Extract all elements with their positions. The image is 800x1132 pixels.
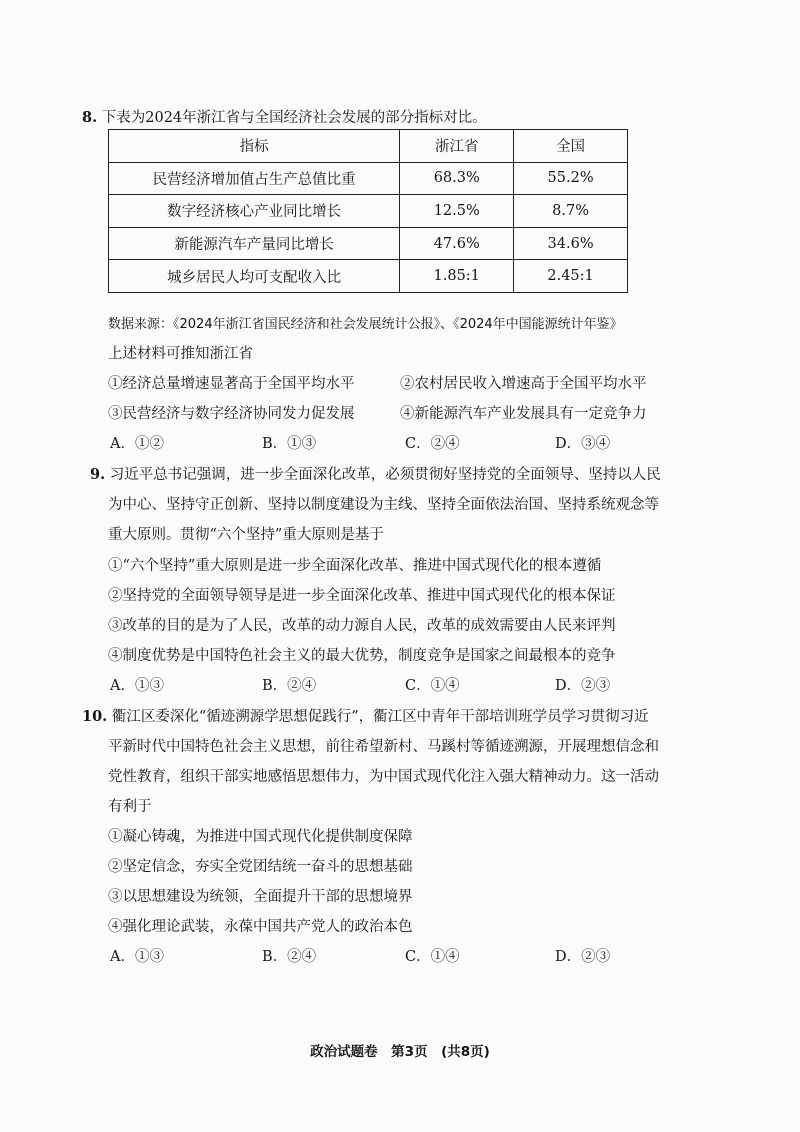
q9-statement-4: ④制度优势是中国特色社会主义的最大优势，制度竞争是国家之间最根本的竞争: [108, 648, 616, 664]
table-cell: 新能源汽车产量同比增长: [109, 227, 400, 260]
q10-number: 10.: [82, 708, 108, 725]
table-header-cell: 全国: [514, 130, 628, 163]
table-cell: 数字经济核心产业同比增长: [109, 195, 400, 228]
q8-option-b[interactable]: B．①③: [262, 436, 317, 452]
q8-statement-2: ②农村居民收入增速高于全国平均水平: [400, 376, 647, 392]
table-cell: 民营经济增加值占生产总值比重: [109, 162, 400, 195]
q8-data-source: 数据来源：《2024年浙江省国民经济和社会发展统计公报》、《2024年中国能源统计年鉴》: [108, 317, 623, 332]
table-row: [109, 260, 628, 293]
page-footer: 政治试题卷 第3页 (共8页): [310, 1044, 490, 1060]
q9-option-a[interactable]: A．①③: [110, 678, 164, 694]
q10-option-b[interactable]: B．②④: [262, 949, 317, 965]
table-cell: 55.2%: [514, 162, 628, 195]
q8-statement-3: ③民营经济与数字经济协同发力促发展: [108, 406, 355, 422]
q10-option-a[interactable]: A．①③: [110, 949, 164, 965]
q10-option-d[interactable]: D．②③: [555, 949, 611, 965]
table-header-cell: 指标: [109, 130, 400, 163]
q8-option-d[interactable]: D．③④: [555, 436, 611, 452]
q10-stem-text-1: 衢江区委深化“循迹溯源学思想促践行”，衢江区中青年干部培训班学员学习贯彻习近: [111, 709, 649, 725]
table-row: [109, 227, 628, 260]
q9-number: 9.: [90, 466, 106, 483]
table-header-cell: 浙江省: [400, 130, 514, 163]
q8-statement-4: ④新能源汽车产业发展具有一定竞争力: [400, 406, 647, 422]
q9-stem-line-1: [90, 465, 661, 485]
q8-stem-line: [82, 108, 487, 128]
q9-statement-2: ②坚持党的全面领导领导是进一步全面深化改革、推进中国式现代化的根本保证: [108, 588, 616, 604]
q10-stem-line-4: 有利于: [108, 799, 152, 815]
q8-number: 8.: [82, 109, 98, 126]
table-cell: 8.7%: [514, 195, 628, 228]
q9-statement-1: ①“六个坚持”重大原则是进一步全面深化改革、推进中国式现代化的根本遵循: [108, 558, 602, 574]
table-cell: 34.6%: [514, 227, 628, 260]
q8-option-a[interactable]: A．①②: [110, 436, 164, 452]
q9-stem-line-3: 重大原则。贯彻“六个坚持”重大原则是基于: [108, 527, 384, 543]
table-cell: 1.85:1: [400, 260, 514, 293]
q10-statement-3: ③以思想建设为统领，全面提升干部的思想境界: [108, 889, 413, 905]
q8-prompt: 上述材料可推知浙江省: [108, 346, 253, 362]
table-cell: 城乡居民人均可支配收入比: [109, 260, 400, 293]
q9-stem-text-1: 习近平总书记强调，进一步全面深化改革，必须贯彻好坚持党的全面领导、坚持以人民: [109, 467, 661, 483]
q10-statement-4: ④强化理论武装，永葆中国共产党人的政治本色: [108, 919, 413, 935]
table-row: [109, 195, 628, 228]
q8-comparison-table: [108, 129, 628, 293]
q8-stem: 下表为2024年浙江省与全国经济社会发展的部分指标对比。: [101, 110, 487, 126]
q9-option-b[interactable]: B．②④: [262, 678, 317, 694]
q10-stem-line-2: 平新时代中国特色社会主义思想，前往希望新村、马蹊村等循迹溯源，开展理想信念和: [108, 739, 659, 755]
q9-option-c[interactable]: C．①④: [405, 678, 460, 694]
q10-stem-line-1: [82, 707, 649, 727]
table-row: [109, 162, 628, 195]
table-cell: 68.3%: [400, 162, 514, 195]
q8-option-c[interactable]: C．②④: [405, 436, 460, 452]
q9-statement-3: ③改革的目的是为了人民，改革的动力源自人民，改革的成效需要由人民来评判: [108, 618, 616, 634]
table-cell: 12.5%: [400, 195, 514, 228]
table-cell: 47.6%: [400, 227, 514, 260]
table-header-row: [109, 130, 628, 163]
q9-stem-line-2: 为中心、坚持守正创新、坚持以制度建设为主线、坚持全面依法治国、坚持系统观念等: [108, 497, 659, 513]
q10-statement-1: ①凝心铸魂，为推进中国式现代化提供制度保障: [108, 829, 413, 845]
q9-option-d[interactable]: D．②③: [555, 678, 611, 694]
q10-statement-2: ②坚定信念，夯实全党团结统一奋斗的思想基础: [108, 859, 413, 875]
table-cell: 2.45:1: [514, 260, 628, 293]
q8-statement-1: ①经济总量增速显著高于全国平均水平: [108, 376, 355, 392]
q10-option-c[interactable]: C．①④: [405, 949, 460, 965]
q10-stem-line-3: 党性教育，组织干部实地感悟思想伟力，为中国式现代化注入强大精神动力。这一活动: [108, 769, 659, 785]
